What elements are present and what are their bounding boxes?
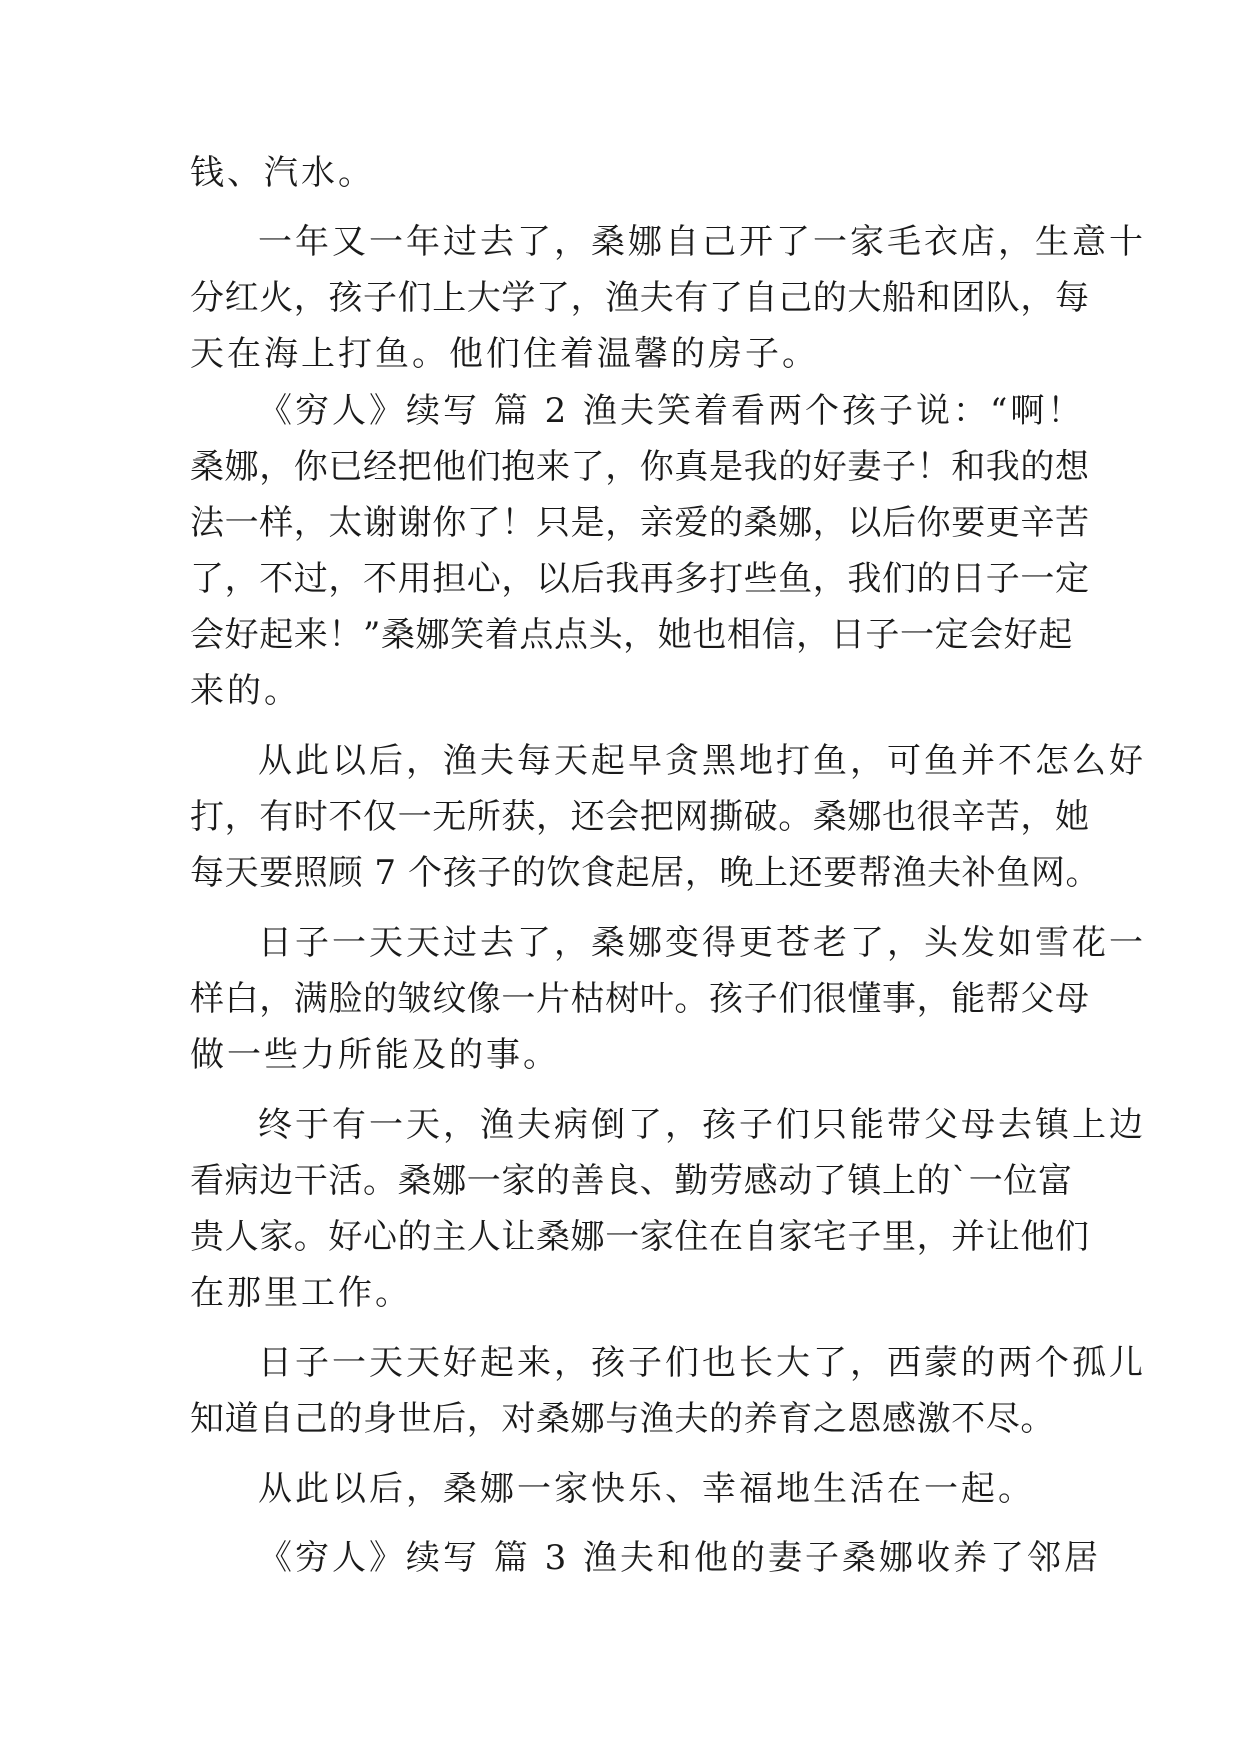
paragraph-first-line: 日子一天天好起来，孩子们也长大了，西蒙的两个孤儿 xyxy=(258,1343,1146,1383)
text-line: 贵人家。好心的主人让桑娜一家住在自家宅子里，并让他们 xyxy=(190,1217,1090,1257)
text-line: 打，有时不仅一无所获，还会把网撕破。桑娜也很辛苦，她 xyxy=(190,797,1090,837)
text-line: 会好起来！”桑娜笑着点点头，她也相信，日子一定会好起 xyxy=(190,615,1073,655)
text-line: 法一样，太谢谢你了！只是，亲爱的桑娜，以后你要更辛苦 xyxy=(190,503,1090,543)
text-line: 在那里工作。 xyxy=(190,1273,412,1313)
text-line: 来的。 xyxy=(190,671,301,711)
section-heading-line: 《穷人》续写 篇 2 渔夫笑着看两个孩子说：“啊！ xyxy=(258,391,1085,431)
section-heading-line: 《穷人》续写 篇 3 渔夫和他的妻子桑娜收养了邻居 xyxy=(258,1538,1102,1578)
text-line: 做一些力所能及的事。 xyxy=(190,1035,560,1075)
text-line: 分红火，孩子们上大学了，渔夫有了自己的大船和团队，每 xyxy=(190,278,1090,318)
text-line: 了，不过，不用担心，以后我再多打些鱼，我们的日子一定 xyxy=(190,559,1090,599)
text-line: 桑娜，你已经把他们抱来了，你真是我的好妻子！和我的想 xyxy=(190,447,1090,487)
paragraph-first-line: 日子一天天过去了，桑娜变得更苍老了，头发如雪花一 xyxy=(258,923,1146,963)
text-line: 每天要照顾 7 个孩子的饮食起居，晚上还要帮渔夫补鱼网。 xyxy=(190,853,1101,893)
paragraph-first-line: 从此以后，渔夫每天起早贪黑地打鱼，可鱼并不怎么好 xyxy=(258,741,1146,781)
text-line: 样白，满脸的皱纹像一片枯树叶。孩子们很懂事，能帮父母 xyxy=(190,979,1090,1019)
paragraph-first-line: 从此以后，桑娜一家快乐、幸福地生活在一起。 xyxy=(258,1469,1035,1509)
paragraph-first-line: 一年又一年过去了，桑娜自己开了一家毛衣店，生意十 xyxy=(258,222,1146,262)
text-line: 看病边干活。桑娜一家的善良、勤劳感动了镇上的`一位富 xyxy=(190,1161,1073,1201)
text-line: 钱、汽水。 xyxy=(190,153,375,193)
text-line: 天在海上打鱼。他们住着温馨的房子。 xyxy=(190,334,819,374)
paragraph-first-line: 终于有一天，渔夫病倒了，孩子们只能带父母去镇上边 xyxy=(258,1105,1146,1145)
text-line: 知道自己的身世后，对桑娜与渔夫的养育之恩感激不尽。 xyxy=(190,1399,1055,1439)
